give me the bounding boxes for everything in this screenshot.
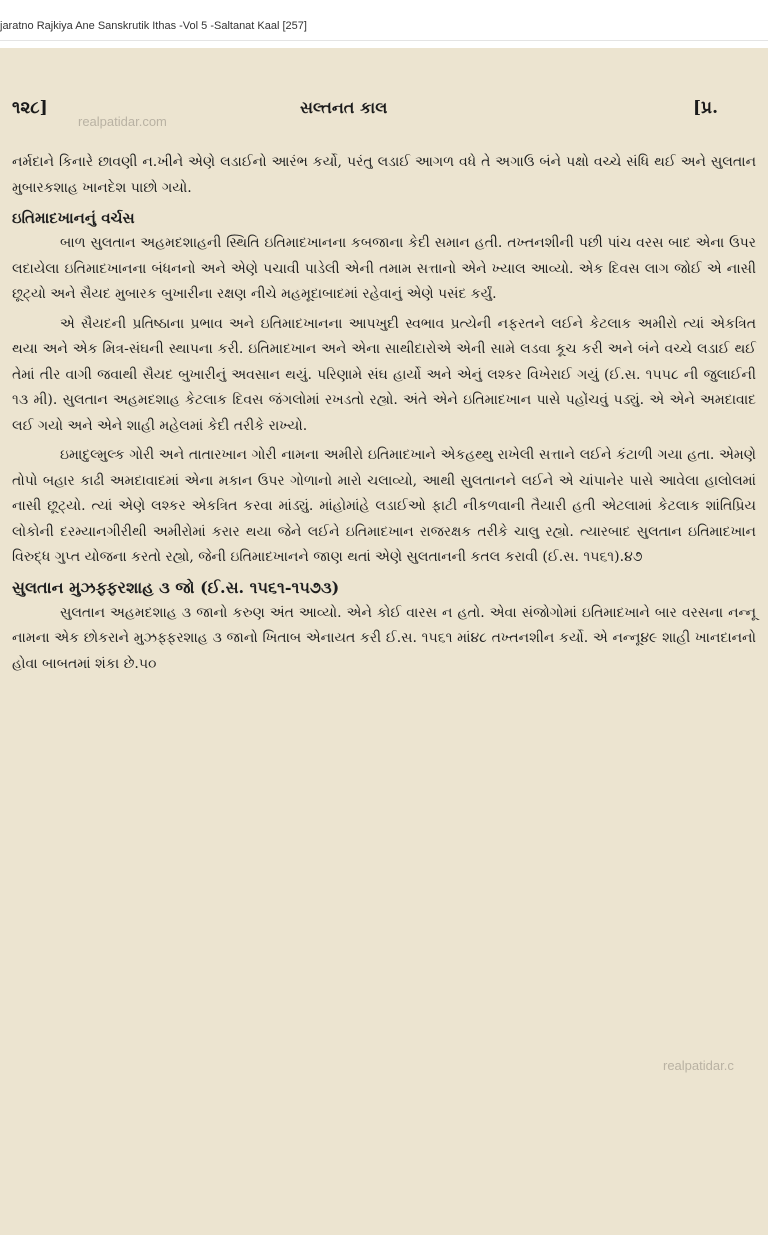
paragraph: ઇમાદુલ્મુલ્ક ગોરી અને તાતારખાન ગોરી નામના અમીરો ઇતિમાદખાને એકહથ્થુ રાખેલી સત્તાને લઈને કંટાળી ગયા હતા. એમણે તોપો બહાર કાઢી અમદાવાદમાં એના મકાન ઉપર ગોળાનો મારો ચલાવ્યો, આથી સુલતાનને લઈને એ ચાંપાનેર પાસે આવેલા હાલોલમાં નાસી છૂટ્યો. ત્યાં એણે લશ્કર એકત્રિત કરવા માંડ્યું. માંહોમાંહે લડાઈઓ ફાટી નીકળવાની તૈયારી હતી એટલામાં કેટલાક શાંતિપ્રિય લોકોની દરમ્યાનગીરીથી અમીરોમાં કરાર થયા જેને લઈને ઇતિમાદખાન રાજરક્ષક તરીકે ચાલુ રહ્યો. ત્યારબાદ સુલતાન ઇતિમાદખાન વિરુદ્ધ ગુપ્ત યોજના કરતો રહ્યો, જેની ઇતિમાદખાનને જાણ થતાં એણે સુલતાનની કતલ કરાવી (ઈ.સ. ૧૫૬૧).૪૭	[12, 447, 756, 565]
document-title: jaratno Rajkiya Ane Sanskrutik Ithas -Vol 5 -Saltanat Kaal [257]	[0, 20, 307, 32]
section-heading: સુલતાન મુઝફ્ફરશાહ ૩ જો (ઈ.સ. ૧૫૬૧-૧૫૭૩)	[12, 577, 340, 597]
paragraph: બાળ સુલતાન અહમદશાહની સ્થિતિ ઇતિમાદખાનના કબજાના કેદી સમાન હતી. તખ્તનશીની પછી પાંચ વરસ બાદ એના ઉપર લદાયેલા ઇતિમાદખાનના બંધનનો અને એણે પચાવી પાડેલી એની તમામ સત્તાનો એને ખ્યાલ આવ્યો. એક દિવસ લાગ જોઈ એ નાસી છૂટ્યો અને સૈયદ મુબારક બુખારીના રક્ષણ નીચે મહમૂદાબાદમાં રહેવાનું એણે પસંદ કર્યું.	[12, 235, 756, 302]
running-title: સલ્તનત કાલ	[300, 98, 388, 117]
paragraph: નર્મદાને કિનારે છાવણી ન.ખીને એણે લડાઈનો આરંભ કર્યો, પરંતુ લડાઈ આગળ વધે તે અગાઉ બંને પક્ષો વચ્ચે સંધિ થઈ અને સુલતાન મુબારકશાહ ખાનદેશ પાછો ગયો.	[12, 154, 756, 196]
document-title-bar	[0, 0, 768, 41]
page-body	[12, 150, 756, 681]
watermark: realpatidar.com	[78, 114, 167, 129]
section-mark: [પ્ર.	[693, 98, 718, 118]
paragraph: એ સૈયદની પ્રતિષ્ઠાના પ્રભાવ અને ઇતિમાદખાનના આપખુદી સ્વભાવ પ્રત્યેની નફરતને લઈને કેટલાક અમીરો ત્યાં એકત્રિત થયા અને એક મિત્ર-સંઘની સ્થાપના કરી. ઇતિમાદખાન અને એના સાથીદારોએ એની સામે લડવા કૂચ કરી અને બંને વચ્ચે લડાઈ થઈ તેમાં તીર વાગી જવાથી સૈયદ બુખારીનું અવસાન થયું. પરિણામે સંઘ હાર્યો અને એનું લશ્કર વિખેરાઈ ગયું (ઈ.સ. ૧૫૫૮ ની જુલાઈની ૧૩ મી). સુલતાન અહમદશાહ કેટલાક દિવસ જંગલોમાં રખડતો રહ્યો. અંતે એને ઇતિમાદખાન પાસે પહોંચવું પડ્યું. એ એને અમદાવાદ લઈ ગયો અને એને શાહી મહેલમાં કેદી તરીકે રાખ્યો.	[12, 315, 756, 434]
page-number: ૧૨૮]	[12, 98, 48, 118]
paragraph: સુલતાન અહમદશાહ ૩ જાનો કરુણ અંત આવ્યો. એને કોઈ વારસ ન હતો. એવા સંજોગોમાં ઇતિમાદખાને બાર વરસના નન્નૂ નામના એક છોકરાને મુઝફ્ફરશાહ ૩ જાનો ખિતાબ એનાયત કરી ઈ.સ. ૧૫૬૧ માં૪૮ તખ્તનશીન કર્યો. એ નન્નૂ૪૯ શાહી ખાનદાનનો હોવા બાબતમાં શંકા છે.૫૦	[12, 604, 756, 672]
watermark: realpatidar.c	[663, 1058, 734, 1073]
section-heading: ઇતિમાદખાનનું વર્ચસ	[12, 209, 135, 227]
